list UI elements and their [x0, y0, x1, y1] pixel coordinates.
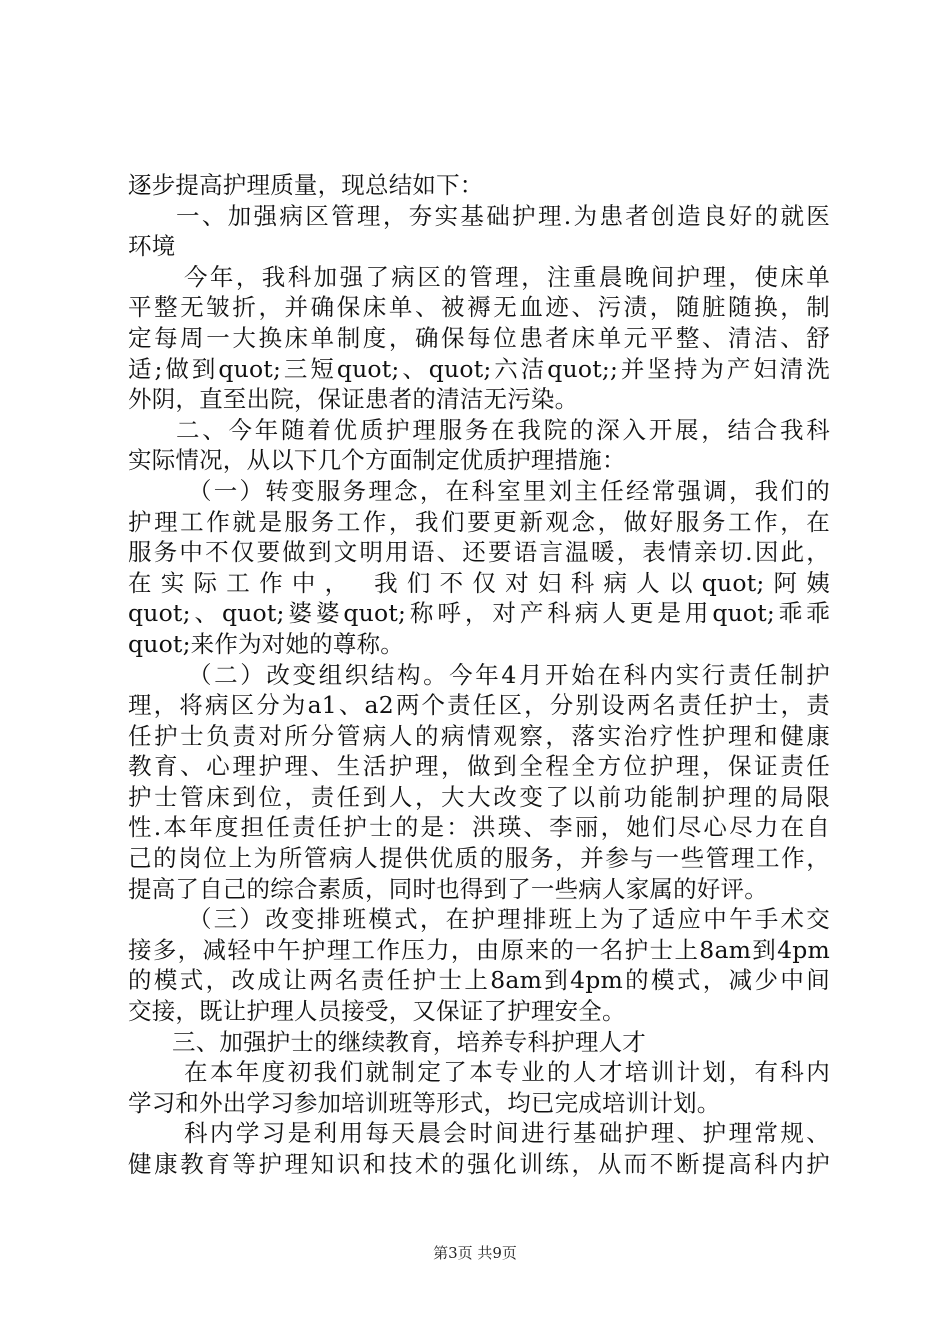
text-line: quot;、quot;婆婆quot;称呼，对产科病人更是用quot;乖乖 [128, 599, 830, 628]
text-line: 护士管床到位，责任到人，大大改变了以前功能制护理的局限 [128, 782, 830, 811]
text-line: 环境 [128, 232, 176, 261]
text-line: 性.本年度担任责任护士的是：洪瑛、李丽，她们尽心尽力在自 [128, 813, 830, 842]
page-footer: 第3页 共9页 [433, 1244, 517, 1262]
text-line: 理，将病区分为a1、a2两个责任区，分别设两名责任护士，责 [128, 691, 830, 720]
paragraph-start: 科内学习是利用每天晨会时间进行基础护理、护理常规、 [184, 1119, 830, 1148]
text-line: quot;来作为对她的尊称。 [128, 629, 404, 658]
text-line: 接多，减轻中午护理工作压力，由原来的一名护士上8am到4pm [128, 935, 830, 964]
text-line: 护理工作就是服务工作，我们要更新观念，做好服务工作，在 [128, 507, 830, 536]
body-text [128, 170, 830, 1180]
text-line: 教育、心理护理、生活护理，做到全程全方位护理，保证责任 [128, 752, 830, 781]
text-line: 逐步提高护理质量，现总结如下： [128, 171, 484, 199]
text-line: 健康教育等护理知识和技术的强化训练，从而不断提高科内护 [128, 1150, 830, 1178]
subsection-2: （二）改变组织结构。今年4月开始在科内实行责任制护 [188, 660, 830, 689]
text-line: 己的岗位上为所管病人提供优质的服务，并参与一些管理工作， [128, 844, 830, 873]
text-line: 适;做到quot;三短quot;、quot;六洁quot;;并坚持为产妇清洗 [128, 354, 830, 383]
text-line: 的模式，改成让两名责任护士上8am到4pm的模式，减少中间 [128, 966, 830, 995]
section-heading-1: 一、加强病区管理，夯实基础护理.为患者创造良好的就医 [176, 201, 830, 230]
subsection-3: （三）改变排班模式，在护理排班上为了适应中午手术交 [188, 905, 830, 934]
section-heading-2: 二、今年随着优质护理服务在我院的深入开展，结合我科 [176, 415, 830, 444]
text-line: 任护士负责对所分管病人的病情观察，落实治疗性护理和健康 [128, 721, 830, 750]
text-line: 服务中不仅要做到文明用语、还要语言温暖，表情亲切.因此， [128, 538, 830, 567]
text-line: 定每周一大换床单制度，确保每位患者床单元平整、清洁、舒 [128, 323, 830, 352]
text-line: 学习和外出学习参加培训班等形式，均已完成培训计划。 [128, 1088, 721, 1117]
paragraph-start: 今年，我科加强了病区的管理，注重晨晚间护理，使床单 [184, 262, 830, 291]
text-line: 外阴，直至出院，保证患者的清洁无污染。 [128, 385, 579, 414]
text-line: 交接，既让护理人员接受，又保证了护理安全。 [128, 997, 626, 1026]
paragraph-start: 在本年度初我们就制定了本专业的人才培训计划，有科内 [184, 1058, 830, 1087]
text-line: 平整无皱折，并确保床单、被褥无血迹、污渍，随脏随换，制 [128, 293, 830, 322]
text-line: 实际情况，从以下几个方面制定优质护理措施： [128, 446, 626, 475]
section-heading-3: 三、加强护士的继续教育，培养专科护理人才 [172, 1027, 646, 1056]
subsection-1: （一）转变服务理念，在科室里刘主任经常强调，我们的 [188, 476, 830, 505]
text-line: 在实际工作中， 我们不仅对妇科病人以quot;阿姨 [128, 568, 830, 597]
text-line: 提高了自己的综合素质，同时也得到了一些病人家属的好评。 [128, 874, 768, 903]
